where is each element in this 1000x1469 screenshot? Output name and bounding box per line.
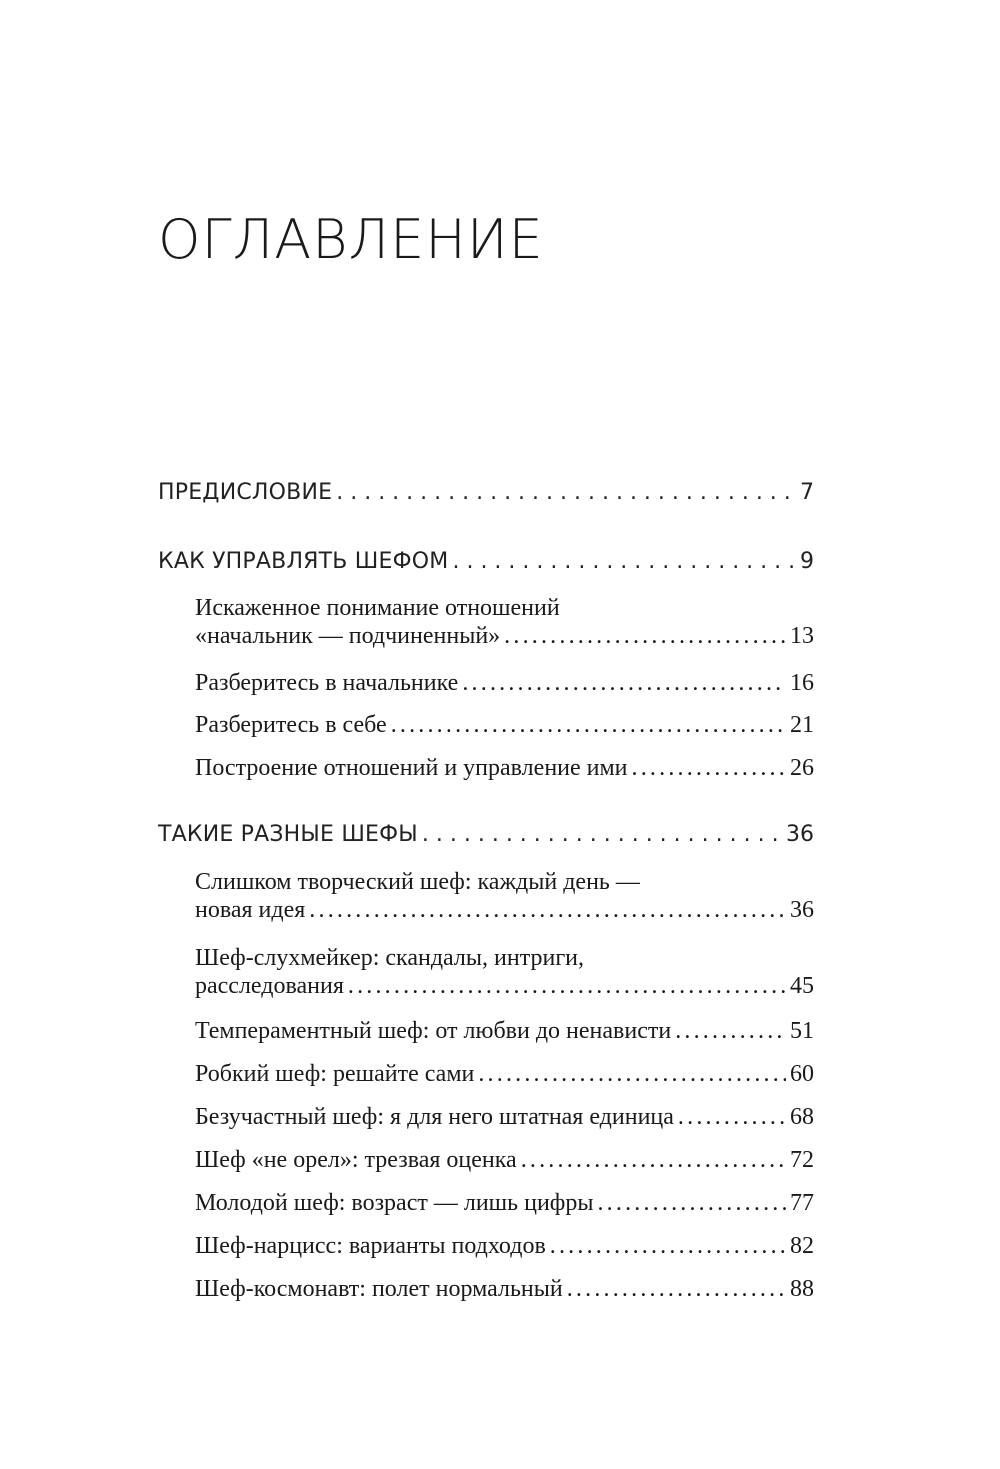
toc-entry[interactable] xyxy=(195,1104,814,1131)
toc-entry-label: Разберитесь в себе xyxy=(195,712,387,738)
toc-entry-label: Безучастный шеф: я для него штатная единица xyxy=(195,1104,674,1130)
toc-entry[interactable] xyxy=(195,1276,814,1303)
toc-page-number: 77 xyxy=(790,1190,814,1216)
toc-entry[interactable] xyxy=(195,712,814,739)
toc-page-number: 36 xyxy=(786,822,814,847)
page-title: ОГЛАВЛЕНИЕ xyxy=(158,208,544,271)
toc-entry-label: Темпераментный шеф: от любви до ненависти xyxy=(195,1018,672,1044)
toc-entry[interactable] xyxy=(195,1190,814,1217)
toc-page-number: 88 xyxy=(790,1276,814,1302)
toc-entry[interactable] xyxy=(195,1147,814,1174)
toc-page-number: 51 xyxy=(790,1018,814,1044)
toc-entry-label-line1: Слишком творческий шеф: каждый день — xyxy=(195,869,640,895)
toc-page-number: 68 xyxy=(790,1104,814,1130)
toc-page-number: 13 xyxy=(790,623,814,649)
toc-page-number: 26 xyxy=(790,755,814,781)
toc-entry[interactable] xyxy=(195,943,814,1000)
toc-page-number: 36 xyxy=(790,897,814,923)
toc-entry-preface[interactable] xyxy=(158,480,814,505)
toc-entry-part-1[interactable] xyxy=(158,549,814,574)
toc-entry-label-line1: Шеф-слухмейкер: скандалы, интриги, xyxy=(195,945,585,971)
toc-page-number: 72 xyxy=(790,1147,814,1173)
toc-entry[interactable] xyxy=(195,593,814,650)
toc-entry-label-line2: расследования xyxy=(195,973,344,999)
toc-entry-label: Шеф-космонавт: полет нормальный xyxy=(195,1276,563,1302)
toc-entry[interactable] xyxy=(195,670,814,697)
toc-entry[interactable] xyxy=(195,755,814,782)
toc-entry-label: КАК УПРАВЛЯТЬ ШЕФОМ xyxy=(158,549,449,574)
toc-entry-label: Разберитесь в начальнике xyxy=(195,670,459,696)
toc-entry-label: Шеф-нарцисс: варианты подходов xyxy=(195,1233,546,1259)
toc-page-number: 82 xyxy=(790,1233,814,1259)
toc-entry-part-2[interactable] xyxy=(158,822,814,847)
toc-entry-label-line2: новая идея xyxy=(195,897,306,923)
toc-entry[interactable] xyxy=(195,867,814,924)
toc-entry[interactable] xyxy=(195,1018,814,1045)
toc-entry-label: Молодой шеф: возраст — лишь цифры xyxy=(195,1190,594,1216)
toc-entry-label: Робкий шеф: решайте сами xyxy=(195,1061,475,1087)
toc-page-number: 21 xyxy=(790,712,814,738)
toc-entry-label: ТАКИЕ РАЗНЫЕ ШЕФЫ xyxy=(158,822,418,847)
toc-entry[interactable] xyxy=(195,1061,814,1088)
toc-page-number: 9 xyxy=(800,549,814,574)
toc-entry-label-line1: Искаженное понимание отношений xyxy=(195,595,560,621)
toc-entry-label: Построение отношений и управление ими xyxy=(195,755,628,781)
toc-page-number: 7 xyxy=(800,480,814,505)
toc-entry-label-line2: «начальник — подчиненный» xyxy=(195,623,501,649)
toc-page-number: 45 xyxy=(790,973,814,999)
toc-entry[interactable] xyxy=(195,1233,814,1260)
toc-page-number: 60 xyxy=(790,1061,814,1087)
toc-page-number: 16 xyxy=(790,670,814,696)
toc-entry-label: ПРЕДИСЛОВИЕ xyxy=(158,480,333,505)
toc-entry-label: Шеф «не орел»: трезвая оценка xyxy=(195,1147,517,1173)
